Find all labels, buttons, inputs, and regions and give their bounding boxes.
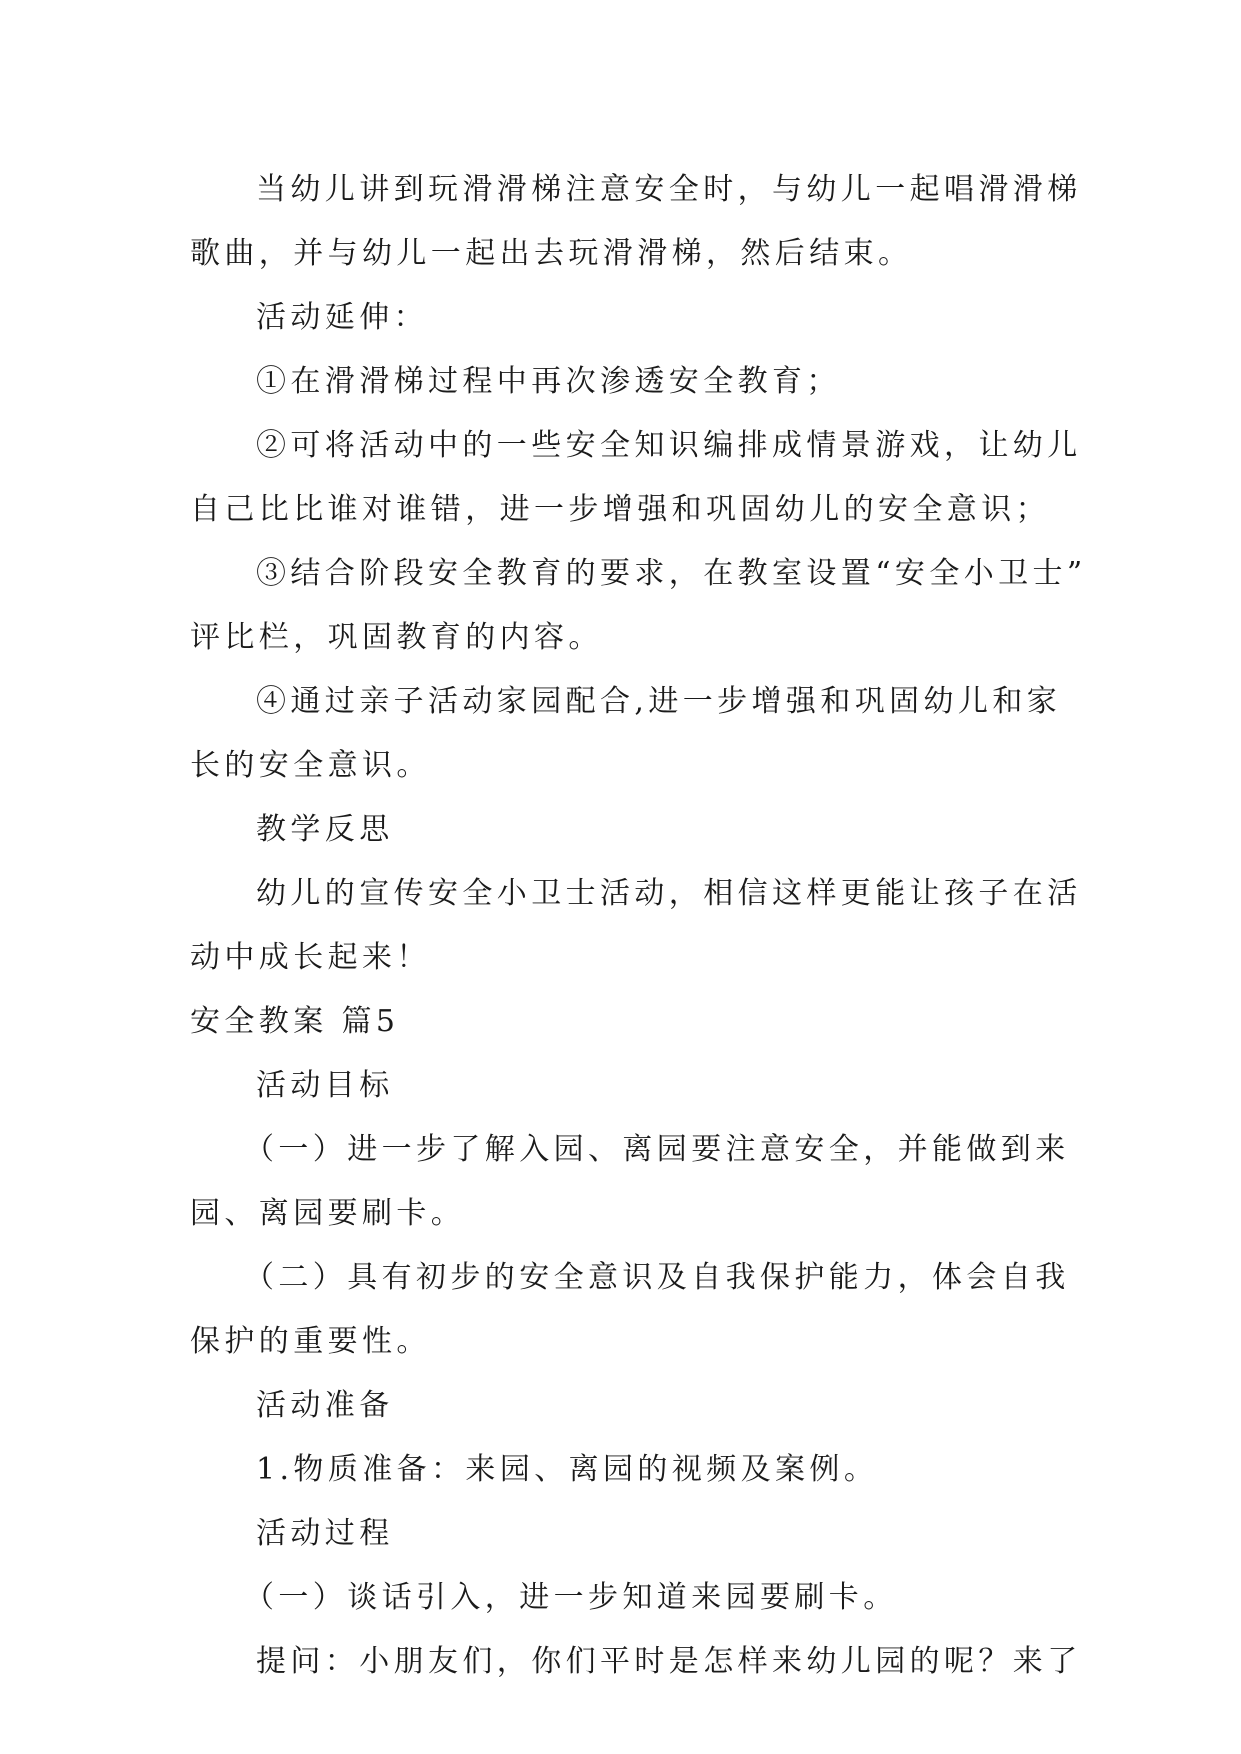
section-heading: 活动延伸：: [256, 300, 428, 335]
list-item: ③结合阶段安全教育的要求，在教室设置“安全小卫士”: [256, 556, 1087, 591]
paragraph-line: 动中成长起来！: [190, 940, 431, 975]
paragraph-line: 保护的重要性。: [190, 1324, 431, 1359]
paragraph-line: 园、离园要刷卡。: [190, 1196, 466, 1231]
chapter-title: 安全教案 篇5: [190, 1004, 400, 1039]
paragraph-line: 当幼儿讲到玩滑滑梯注意安全时，与幼儿一起唱滑滑梯: [256, 172, 1082, 207]
list-item: ④通过亲子活动家园配合,进一步增强和巩固幼儿和家: [256, 684, 1062, 719]
list-item: （二）具有初步的安全意识及自我保护能力，体会自我: [244, 1260, 1070, 1295]
paragraph-line: 歌曲，并与幼儿一起出去玩滑滑梯，然后结束。: [190, 236, 913, 271]
list-item: （一）谈话引入，进一步知道来园要刷卡。: [244, 1580, 898, 1615]
paragraph-line: 提问：小朋友们，你们平时是怎样来幼儿园的呢？来了: [256, 1644, 1082, 1679]
paragraph-line: 自己比比谁对谁错，进一步增强和巩固幼儿的安全意识；: [190, 492, 1050, 527]
section-heading: 活动过程: [256, 1516, 394, 1551]
paragraph-line: 长的安全意识。: [190, 748, 431, 783]
list-item: ①在滑滑梯过程中再次渗透安全教育；: [256, 364, 841, 399]
section-heading: 教学反思: [256, 812, 394, 847]
list-item: （一）进一步了解入园、离园要注意安全，并能做到来: [244, 1132, 1070, 1167]
section-heading: 活动目标: [256, 1068, 394, 1103]
list-item: ②可将活动中的一些安全知识编排成情景游戏，让幼儿: [256, 428, 1082, 463]
section-heading: 活动准备: [256, 1388, 394, 1423]
paragraph-line: 幼儿的宣传安全小卫士活动，相信这样更能让孩子在活: [256, 876, 1082, 911]
paragraph-line: 评比栏，巩固教育的内容。: [190, 620, 603, 655]
document-body: [190, 158, 1087, 1694]
list-item: 1.物质准备：来园、离园的视频及案例。: [256, 1452, 879, 1487]
